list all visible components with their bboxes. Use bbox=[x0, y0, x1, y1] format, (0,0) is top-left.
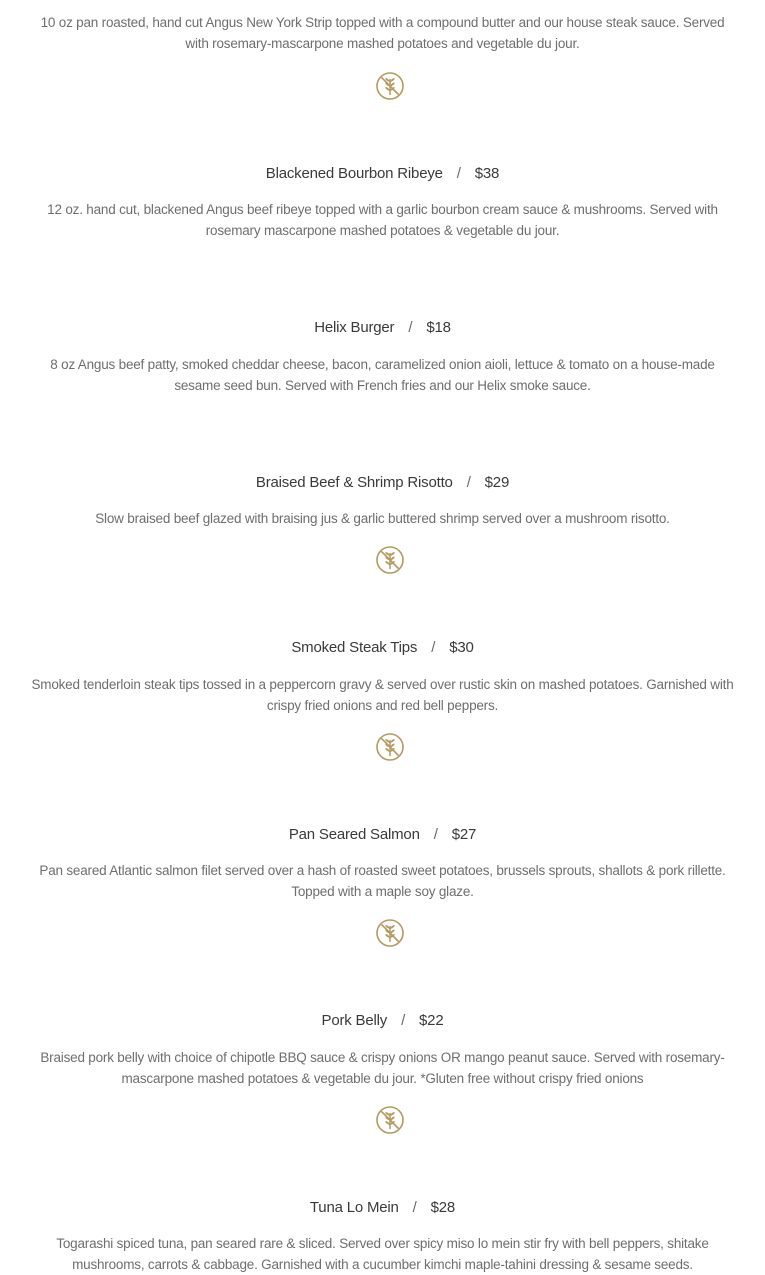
item-description: Smoked tenderloin steak tips tossed in a peppercorn gravy & served over rustic skin on mashed potatoes. Garnished with crispy fried onions and red bell peppers. bbox=[31, 677, 734, 713]
gluten-free-icon bbox=[374, 731, 406, 763]
item-price: $29 bbox=[484, 474, 510, 491]
gluten-free-icon bbox=[374, 544, 406, 576]
price-separator: / bbox=[456, 165, 461, 182]
item-name: Pork Belly bbox=[321, 1012, 388, 1029]
item-price: $38 bbox=[474, 165, 500, 182]
gluten-free-icon bbox=[374, 917, 406, 949]
price-separator: / bbox=[433, 826, 438, 843]
price-separator: / bbox=[401, 1012, 406, 1029]
price-separator: / bbox=[412, 1199, 417, 1216]
item-title bbox=[0, 639, 765, 656]
item-name: Pan Seared Salmon bbox=[288, 826, 420, 843]
item-description: 8 oz Angus beef patty, smoked cheddar cheese, bacon, caramelized onion aioli, lettuce & tomato on a house-made sesame seed bun. Served with French fries and our Helix smoke sauce. bbox=[50, 357, 715, 393]
item-name: Braised Beef & Shrimp Risotto bbox=[255, 474, 453, 491]
price-separator: / bbox=[408, 319, 413, 336]
item-name: Tuna Lo Mein bbox=[309, 1199, 399, 1216]
gluten-free-icon bbox=[374, 70, 406, 102]
item-name: Helix Burger bbox=[314, 319, 395, 336]
item-name: Blackened Bourbon Ribeye bbox=[265, 165, 443, 182]
item-title bbox=[0, 1199, 765, 1216]
item-description: Togarashi spiced tuna, pan seared rare & sliced. Served over spicy miso lo mein stir fry with bell peppers, shitake mushrooms, carrots & cabbage. Garnished with a cucumber kimchi maple-tahini dressing & sesame seeds. bbox=[56, 1236, 709, 1272]
item-title bbox=[0, 165, 765, 182]
item-description: Braised pork belly with choice of chipotle BBQ sauce & crispy onions OR mango peanut sauce. Served with rosemary-mascarpone mashed potatoes & vegetable du jour. *Gluten free without crispy fried onions bbox=[40, 1050, 725, 1086]
item-title bbox=[0, 474, 765, 491]
item-description: 10 oz pan roasted, hand cut Angus New York Strip topped with a compound butter and our house steak sauce. Served with rosemary-mascarpone mashed potatoes and vegetable du jour. bbox=[40, 15, 725, 51]
item-description: Pan seared Atlantic salmon filet served over a hash of roasted sweet potatoes, brussels sprouts, shallots & pork rillette. Topped with a maple soy glaze. bbox=[39, 863, 726, 899]
item-price: $27 bbox=[451, 826, 477, 843]
gluten-free-icon bbox=[374, 1104, 406, 1136]
item-description: Slow braised beef glazed with braising jus & garlic buttered shrimp served over a mushroom risotto. bbox=[95, 511, 670, 526]
item-name: Smoked Steak Tips bbox=[291, 639, 418, 656]
item-title bbox=[0, 826, 765, 843]
item-title bbox=[0, 1012, 765, 1029]
price-separator: / bbox=[431, 639, 436, 656]
item-price: $18 bbox=[426, 319, 451, 336]
item-description: 12 oz. hand cut, blackened Angus beef ribeye topped with a garlic bourbon cream sauce & mushrooms. Served with rosemary mascarpone mashed potatoes & vegetable du jour. bbox=[47, 202, 718, 238]
price-separator: / bbox=[466, 474, 471, 491]
item-price: $30 bbox=[449, 639, 474, 656]
item-price: $28 bbox=[430, 1199, 456, 1216]
item-price: $22 bbox=[419, 1012, 444, 1029]
item-title bbox=[0, 319, 765, 336]
